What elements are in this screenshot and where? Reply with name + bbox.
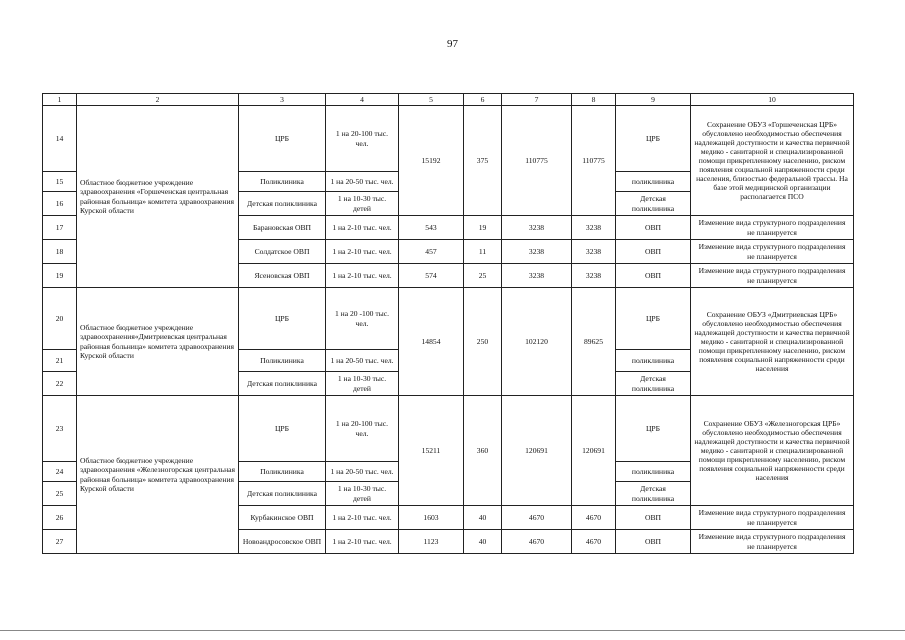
unit-name: Поликлиника	[239, 462, 326, 482]
unit-name: Детская поликлиника	[239, 482, 326, 506]
staff-cell: 250	[464, 288, 502, 396]
volume-cell: 3238	[572, 216, 616, 240]
column-header: 2	[77, 94, 239, 106]
beds-cell: 15211	[399, 396, 464, 506]
type-cell: ЦРБ	[616, 106, 691, 172]
unit-name: ЦРБ	[239, 106, 326, 172]
volume-cell: 120691	[572, 396, 616, 506]
unit-name: Новоандросовское ОВП	[239, 530, 326, 554]
row-number: 17	[43, 216, 77, 240]
volume-cell: 120691	[502, 396, 572, 506]
type-cell: Детская поликлиника	[616, 192, 691, 216]
norm-cell: 1 на 10-30 тыс. детей	[326, 372, 399, 396]
organization-name: Областное бюджетное учреждение здравоохранения «Железногорская центральная районная больница» комитета здравоохранения Курской области	[77, 396, 239, 554]
table-row	[43, 396, 854, 462]
volume-cell: 102120	[502, 288, 572, 396]
type-cell: ОВП	[616, 264, 691, 288]
staff-cell: 40	[464, 506, 502, 530]
beds-cell: 14854	[399, 288, 464, 396]
staff-cell: 360	[464, 396, 502, 506]
type-cell: поликлиника	[616, 350, 691, 372]
page-number: 97	[447, 38, 458, 50]
norm-cell: 1 на 2-10 тыс. чел.	[326, 530, 399, 554]
column-header: 10	[691, 94, 854, 106]
note-cell: Изменение вида структурного подразделения не планируется	[691, 216, 854, 240]
norm-cell: 1 на 10-30 тыс. детей	[326, 482, 399, 506]
type-cell: поликлиника	[616, 462, 691, 482]
type-cell: ОВП	[616, 216, 691, 240]
type-cell: ОВП	[616, 530, 691, 554]
volume-cell: 89625	[572, 288, 616, 396]
norm-cell: 1 на 2-10 тыс. чел.	[326, 240, 399, 264]
volume-cell: 4670	[572, 506, 616, 530]
row-number: 26	[43, 506, 77, 530]
norm-cell: 1 на 20-50 тыс. чел.	[326, 462, 399, 482]
column-header: 9	[616, 94, 691, 106]
beds-cell: 457	[399, 240, 464, 264]
column-header: 3	[239, 94, 326, 106]
unit-name: Детская поликлиника	[239, 192, 326, 216]
row-number: 24	[43, 462, 77, 482]
row-number: 16	[43, 192, 77, 216]
row-number: 22	[43, 372, 77, 396]
unit-name: Поликлиника	[239, 172, 326, 192]
volume-cell: 4670	[572, 530, 616, 554]
volume-cell: 4670	[502, 506, 572, 530]
row-number: 20	[43, 288, 77, 350]
note-cell: Изменение вида структурного подразделения не планируется	[691, 240, 854, 264]
unit-name: Ясеновская ОВП	[239, 264, 326, 288]
type-cell: Детская поликлиника	[616, 372, 691, 396]
norm-cell: 1 на 10-30 тыс. детей	[326, 192, 399, 216]
column-header: 6	[464, 94, 502, 106]
norm-cell: 1 на 2-10 тыс. чел.	[326, 506, 399, 530]
norm-cell: 1 на 20-100 тыс. чел.	[326, 396, 399, 462]
note-cell: Сохранение ОБУЗ «Железногорская ЦРБ» обусловлено необходимостью обеспечения надлежащей доступности и качества первичной медико - санитарной и специализированной помощи прикрепленному населению, риском появления социальной напряженности среди населения	[691, 396, 854, 506]
column-header: 7	[502, 94, 572, 106]
column-header: 8	[572, 94, 616, 106]
type-cell: ОВП	[616, 506, 691, 530]
row-number: 19	[43, 264, 77, 288]
norm-cell: 1 на 20-50 тыс. чел.	[326, 350, 399, 372]
norm-cell: 1 на 2-10 тыс. чел.	[326, 216, 399, 240]
volume-cell: 3238	[502, 240, 572, 264]
unit-name: ЦРБ	[239, 396, 326, 462]
volume-cell: 3238	[572, 264, 616, 288]
unit-name: ЦРБ	[239, 288, 326, 350]
row-number: 23	[43, 396, 77, 462]
column-numbers-row	[43, 94, 854, 106]
staff-cell: 19	[464, 216, 502, 240]
volume-cell: 110775	[502, 106, 572, 216]
beds-cell: 1123	[399, 530, 464, 554]
note-cell: Сохранение ОБУЗ «Горшеченская ЦРБ» обусловлено необходимостью обеспечения надлежащей доступности и качества первичной медико - санитарной и специализированной помощи прикрепленному населению, риском появления социальной напряженности среди населения, близостью федеральной трассы. На базе этой медицинской организации располагается ПСО	[691, 106, 854, 216]
note-cell: Изменение вида структурного подразделения не планируется	[691, 530, 854, 554]
facilities-table	[42, 93, 854, 554]
row-number: 27	[43, 530, 77, 554]
volume-cell: 4670	[502, 530, 572, 554]
beds-cell: 543	[399, 216, 464, 240]
volume-cell: 110775	[572, 106, 616, 216]
note-cell: Сохранение ОБУЗ «Дмитриевская ЦРБ» обусловлено необходимостью обеспечения надлежащей доступности и качества первичной медико - санитарной и специализированной помощи прикрепленному населению, риском появления социальной напряженности среди населения	[691, 288, 854, 396]
staff-cell: 40	[464, 530, 502, 554]
norm-cell: 1 на 20 -100 тыс. чел.	[326, 288, 399, 350]
unit-name: Детская поликлиника	[239, 372, 326, 396]
organization-name: Областное бюджетное учреждение здравоохранения«Дмитриевская центральная районная больница» комитета здравоохранения Курской области	[77, 288, 239, 396]
row-number: 14	[43, 106, 77, 172]
beds-cell: 1603	[399, 506, 464, 530]
type-cell: Детская поликлиника	[616, 482, 691, 506]
table-row	[43, 106, 854, 172]
type-cell: поликлиника	[616, 172, 691, 192]
norm-cell: 1 на 20-50 тыс. чел.	[326, 172, 399, 192]
row-number: 21	[43, 350, 77, 372]
staff-cell: 25	[464, 264, 502, 288]
row-number: 25	[43, 482, 77, 506]
column-header: 4	[326, 94, 399, 106]
column-header: 5	[399, 94, 464, 106]
note-cell: Изменение вида структурного подразделения не планируется	[691, 506, 854, 530]
unit-name: Курбакинское ОВП	[239, 506, 326, 530]
table-row	[43, 288, 854, 350]
note-cell: Изменение вида структурного подразделения не планируется	[691, 264, 854, 288]
volume-cell: 3238	[572, 240, 616, 264]
volume-cell: 3238	[502, 216, 572, 240]
column-header: 1	[43, 94, 77, 106]
type-cell: ЦРБ	[616, 396, 691, 462]
row-number: 18	[43, 240, 77, 264]
norm-cell: 1 на 20-100 тыс. чел.	[326, 106, 399, 172]
organization-name: Областное бюджетное учреждение здравоохранения «Горшеченская центральная районная больница» комитета здравоохранения Курской области	[77, 106, 239, 288]
unit-name: Барановская ОВП	[239, 216, 326, 240]
norm-cell: 1 на 2-10 тыс. чел.	[326, 264, 399, 288]
unit-name: Солдатское ОВП	[239, 240, 326, 264]
volume-cell: 3238	[502, 264, 572, 288]
staff-cell: 375	[464, 106, 502, 216]
unit-name: Поликлиника	[239, 350, 326, 372]
type-cell: ЦРБ	[616, 288, 691, 350]
scan-edge-line	[0, 630, 905, 631]
row-number: 15	[43, 172, 77, 192]
beds-cell: 574	[399, 264, 464, 288]
type-cell: ОВП	[616, 240, 691, 264]
beds-cell: 15192	[399, 106, 464, 216]
staff-cell: 11	[464, 240, 502, 264]
